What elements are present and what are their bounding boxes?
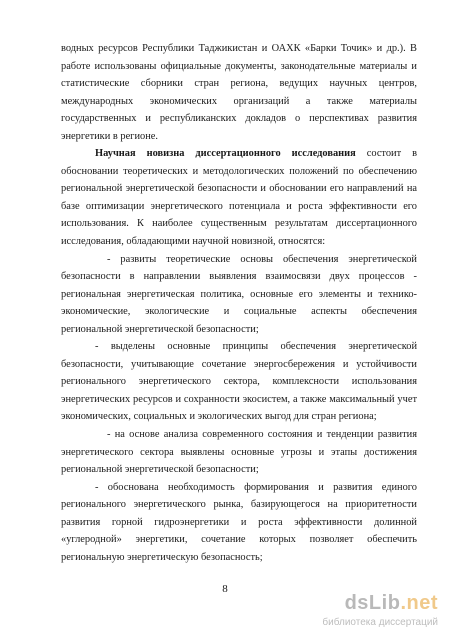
page-number: 8 — [222, 583, 228, 595]
watermark-logo — [345, 592, 438, 615]
watermark-subtitle: библиотека диссертаций — [322, 617, 438, 628]
result-item-2: - выделены основные принципы обеспечения энергетической безопасности, учитывающие сочетание энергосбережения и устойчивости регионального энергетического сектора, комплексности использования энергетических ресурсов и сохранности экосистем, а также максимальный учет экономических, социальных и экологических выгод для стран региона; — [61, 341, 417, 423]
novelty-text: состоит в обосновании теоретических и методологических положений по обеспечению региональной энергетической безопасности и обосновании его направлений на базе оптимизации энергетического потенциала и роста эффективности его использования. К наиболее существенным результатам диссертационного исследования, обладающими научной новизной, относятся: — [61, 148, 418, 248]
watermark — [308, 592, 438, 628]
document-body — [61, 40, 417, 566]
result-item-1: - развиты теоретические основы обеспечения энергетической безопасности в направлении выявления взаимосвязи двух процессов - региональная энергетическая политика, основные его элементы и технико-экономические, экологические и социальные аспекты обеспечения региональной энергетической безопасности; — [61, 253, 417, 335]
watermark-logo-main: dsLib — [344, 592, 401, 614]
novelty-heading: Научная новизна диссертационного исследования — [95, 148, 356, 160]
paragraph-novelty — [61, 145, 417, 250]
paragraph-sources: водных ресурсов Республики Таджикистан и ОАХК «Барки Точик» и др.). В работе использованы официальные документы, законодательные материалы и статистические сборники стран региона, ведущих научных центров, международных экономических организаций а также материалы государственных и республиканских докладов о перспективах развития энергетики в регионе. — [61, 43, 417, 142]
watermark-logo-tld: .net — [400, 592, 438, 614]
result-item-3: - на основе анализа современного состояния и тенденции развития энергетического сектора выявлены основные угрозы и этапы достижения региональной энергетической безопасности; — [61, 429, 417, 476]
result-item-4: - обоснована необходимость формирования и развития единого регионального энергетического рынка, базирующегося на приоритетности развития горной гидроэнергетики и роста эффективности долинной «углеродной» энергетики, сочетание которых позволяет обеспечить региональную энергетическую безопасность; — [61, 481, 417, 563]
